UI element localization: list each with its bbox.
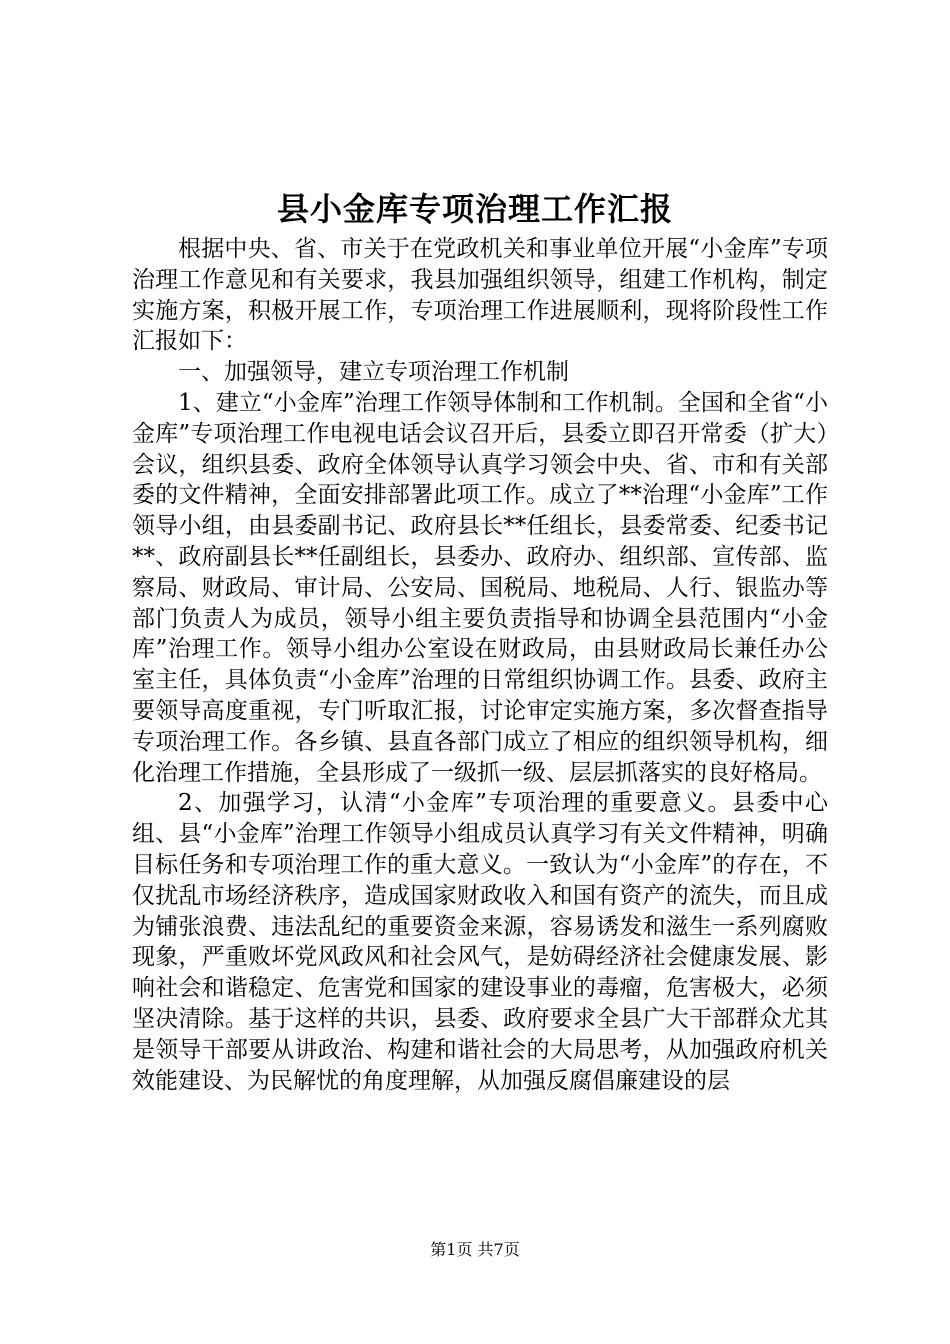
- intro-paragraph: 根据中央、省、市关于在党政机关和事业单位开展“小金库”专项治理工作意见和有关要求，我县加强组织领导，组建工作机构，制定实施方案，积极开展工作，专项治理工作进展顺利，现将阶段性工作汇报如下：: [132, 236, 828, 355]
- paragraph-2: 2、加强学习，认清“小金库”专项治理的重要意义。县委中心组、县“小金库”治理工作领导小组成员认真学习有关文件精神，明确目标任务和专项治理工作的重大意义。一致认为“小金库”的存在，不仅扰乱市场经济秩序，造成国家财政收入和国有资产的流失，而且成为铺张浪费、违法乱纪的重要资金来源，容易诱发和滋生一系列腐败现象，严重败坏党风政风和社会风气，是妨碍经济社会健康发展、影响社会和谐稳定、危害党和国家的建设事业的毒瘤，危害极大，必须坚决清除。基于这样的共识，县委、政府要求全县广大干部群众尤其是领导干部要从讲政治、构建和谐社会的大局思考，从加强政府机关效能建设、为民解忧的角度理解，从加强反腐倡廉建设的层: [132, 790, 828, 1094]
- section-heading-1: 一、加强领导，建立专项治理工作机制: [178, 359, 569, 386]
- paragraph-1: 1、建立“小金库”治理工作领导体制和工作机制。全国和全省“小金库”专项治理工作电视电话会议召开后，县委立即召开常委（扩大）会议，组织县委、政府全体领导认真学习领会中央、省、市和有关部委的文件精神，全面安排部署此项工作。成立了**治理“小金库”工作领导小组，由县委副书记、政府县长**任组长，县委常委、纪委书记**、政府副县长**任副组长，县委办、政府办、组织部、宣传部、监察局、财政局、审计局、公安局、国税局、地税局、人行、银监办等部门负责人为成员，领导小组主要负责指导和协调全县范围内“小金库”治理工作。领导小组办公室设在财政局，由县财政局长兼任办公室主任，具体负责“小金库”治理的日常组织协调工作。县委、政府主要领导高度重视，专门听取汇报，讨论审定实施方案，多次督查指导专项治理工作。各乡镇、县直各部门成立了相应的组织领导机构，细化治理工作措施，全县形成了一级抓一级、层层抓落实的良好格局。: [132, 389, 828, 786]
- document-body: [132, 234, 828, 1096]
- document-title: 县小金库专项治理工作汇报: [276, 190, 673, 228]
- page-footer: 第1页 共7页: [430, 1240, 520, 1259]
